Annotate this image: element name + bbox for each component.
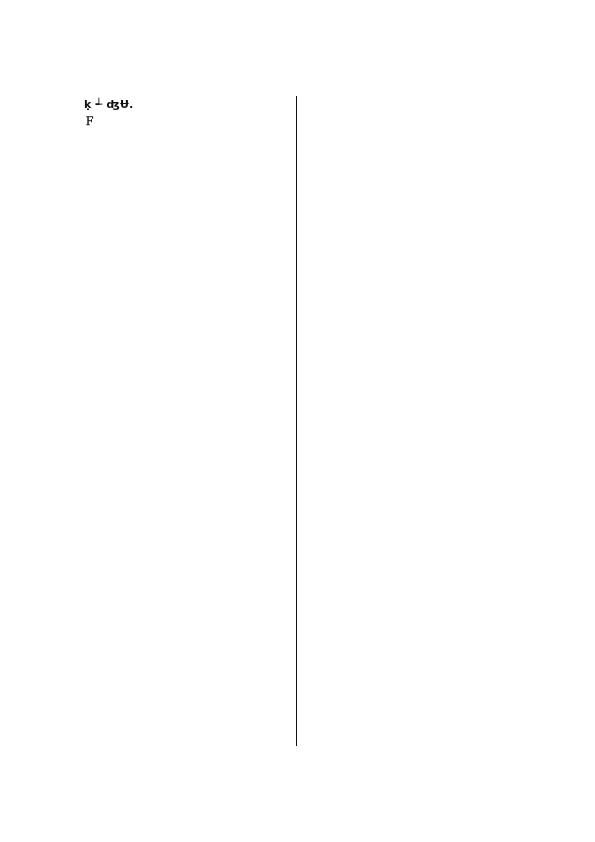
header-subtitle: Ｆ [84,115,95,128]
left-column [84,152,292,198]
right-column [308,98,516,144]
column-divider [296,96,297,746]
document-header [84,98,284,129]
header-date: ḳ ┵ ʤɄ. [84,98,134,111]
